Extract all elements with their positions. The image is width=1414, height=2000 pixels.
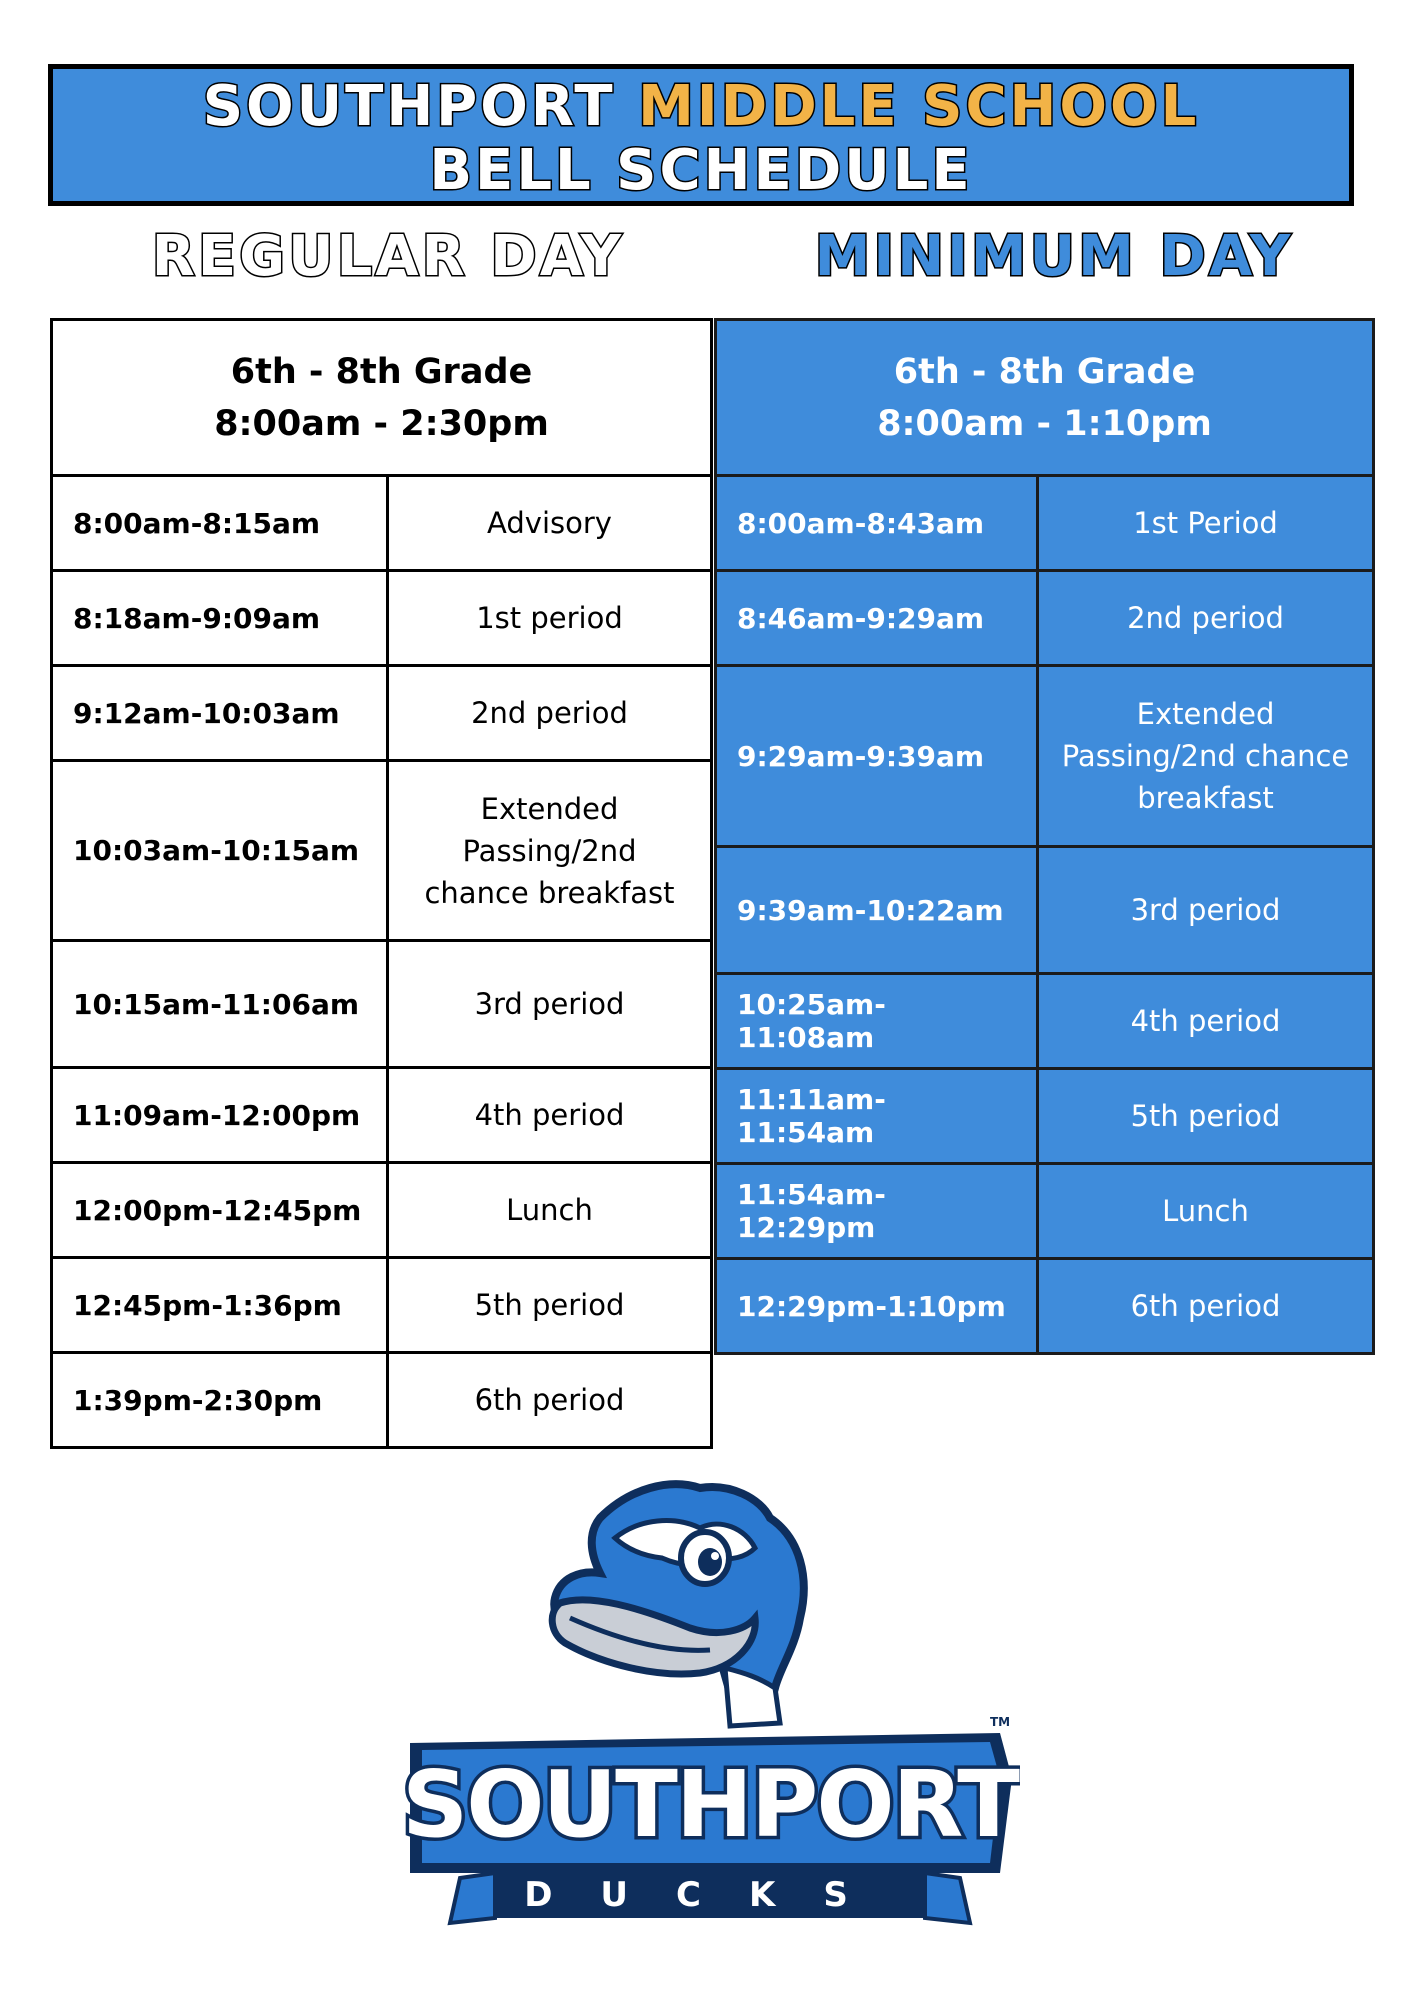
row-time: 8:46am-9:29am [716, 571, 1038, 666]
row-time: 8:18am-9:09am [52, 571, 388, 666]
row-label: 4th period [388, 1068, 712, 1163]
table-row [716, 666, 1374, 847]
table-row [52, 1258, 712, 1353]
minimum-grade: 6th - 8th Grade [893, 351, 1196, 392]
row-label: 4th period [1038, 974, 1374, 1069]
table-row [716, 476, 1374, 571]
table-row [716, 1164, 1374, 1259]
table-row [52, 1163, 712, 1258]
minimum-day-table [714, 318, 1375, 1355]
table-row [716, 571, 1374, 666]
row-label: Lunch [1038, 1164, 1374, 1259]
row-time: 12:29pm-1:10pm [716, 1259, 1038, 1354]
row-label: 6th period [1038, 1259, 1374, 1354]
title-line-1 [53, 75, 1349, 139]
row-label: 5th period [1038, 1069, 1374, 1164]
table-row [52, 571, 712, 666]
southport-ducks-logo [400, 1478, 1020, 1928]
table-row [52, 1068, 712, 1163]
logo-wordmark: SOUTHPORT [401, 1751, 1019, 1858]
row-time: 11:54am-12:29pm [716, 1164, 1038, 1259]
row-time: 1:39pm-2:30pm [52, 1353, 388, 1448]
duck-mascot-icon [552, 1484, 804, 1726]
table-row [52, 666, 712, 761]
table-row [52, 941, 712, 1068]
row-label: Advisory [388, 476, 712, 571]
table-row [716, 847, 1374, 974]
table-row [52, 1353, 712, 1448]
minimum-day-header [716, 320, 1374, 476]
school-name-accent: MIDDLE SCHOOL [638, 74, 1200, 139]
regular-day-header [52, 320, 712, 476]
row-time: 9:39am-10:22am [716, 847, 1038, 974]
table-row [716, 1069, 1374, 1164]
row-label: 5th period [388, 1258, 712, 1353]
row-time: 10:25am-11:08am [716, 974, 1038, 1069]
row-time: 12:00pm-12:45pm [52, 1163, 388, 1258]
title-banner [48, 64, 1354, 206]
regular-grade: 6th - 8th Grade [230, 351, 533, 392]
row-time: 12:45pm-1:36pm [52, 1258, 388, 1353]
row-label: 3rd period [1038, 847, 1374, 974]
regular-day-table [50, 318, 713, 1449]
logo-subtitle: DUCKS [524, 1875, 896, 1915]
row-label: 1st Period [1038, 476, 1374, 571]
row-label: 1st period [388, 571, 712, 666]
title-line-2: BELL SCHEDULE [429, 138, 973, 203]
minimum-day-heading: MINIMUM DAY [814, 224, 1294, 289]
row-time: 9:12am-10:03am [52, 666, 388, 761]
row-label: 2nd period [388, 666, 712, 761]
school-name-prefix: SOUTHPORT [202, 74, 616, 139]
table-row [52, 761, 712, 941]
trademark-symbol: TM [990, 1715, 1011, 1729]
row-label: Extended Passing/2nd chance breakfast [1038, 666, 1374, 847]
row-time: 9:29am-9:39am [716, 666, 1038, 847]
row-time: 10:03am-10:15am [52, 761, 388, 941]
regular-day-heading: REGULAR DAY [151, 224, 625, 289]
row-time: 8:00am-8:43am [716, 476, 1038, 571]
row-time: 11:11am-11:54am [716, 1069, 1038, 1164]
row-time: 10:15am-11:06am [52, 941, 388, 1068]
row-label: Extended Passing/2nd chance breakfast [388, 761, 712, 941]
row-label: Lunch [388, 1163, 712, 1258]
row-time: 8:00am-8:15am [52, 476, 388, 571]
row-label: 3rd period [388, 941, 712, 1068]
table-row [716, 974, 1374, 1069]
row-label: 2nd period [1038, 571, 1374, 666]
row-label: 6th period [388, 1353, 712, 1448]
minimum-hours: 8:00am - 1:10pm [877, 403, 1212, 444]
row-time: 11:09am-12:00pm [52, 1068, 388, 1163]
table-row [716, 1259, 1374, 1354]
regular-hours: 8:00am - 2:30pm [214, 403, 549, 444]
table-row [52, 476, 712, 571]
